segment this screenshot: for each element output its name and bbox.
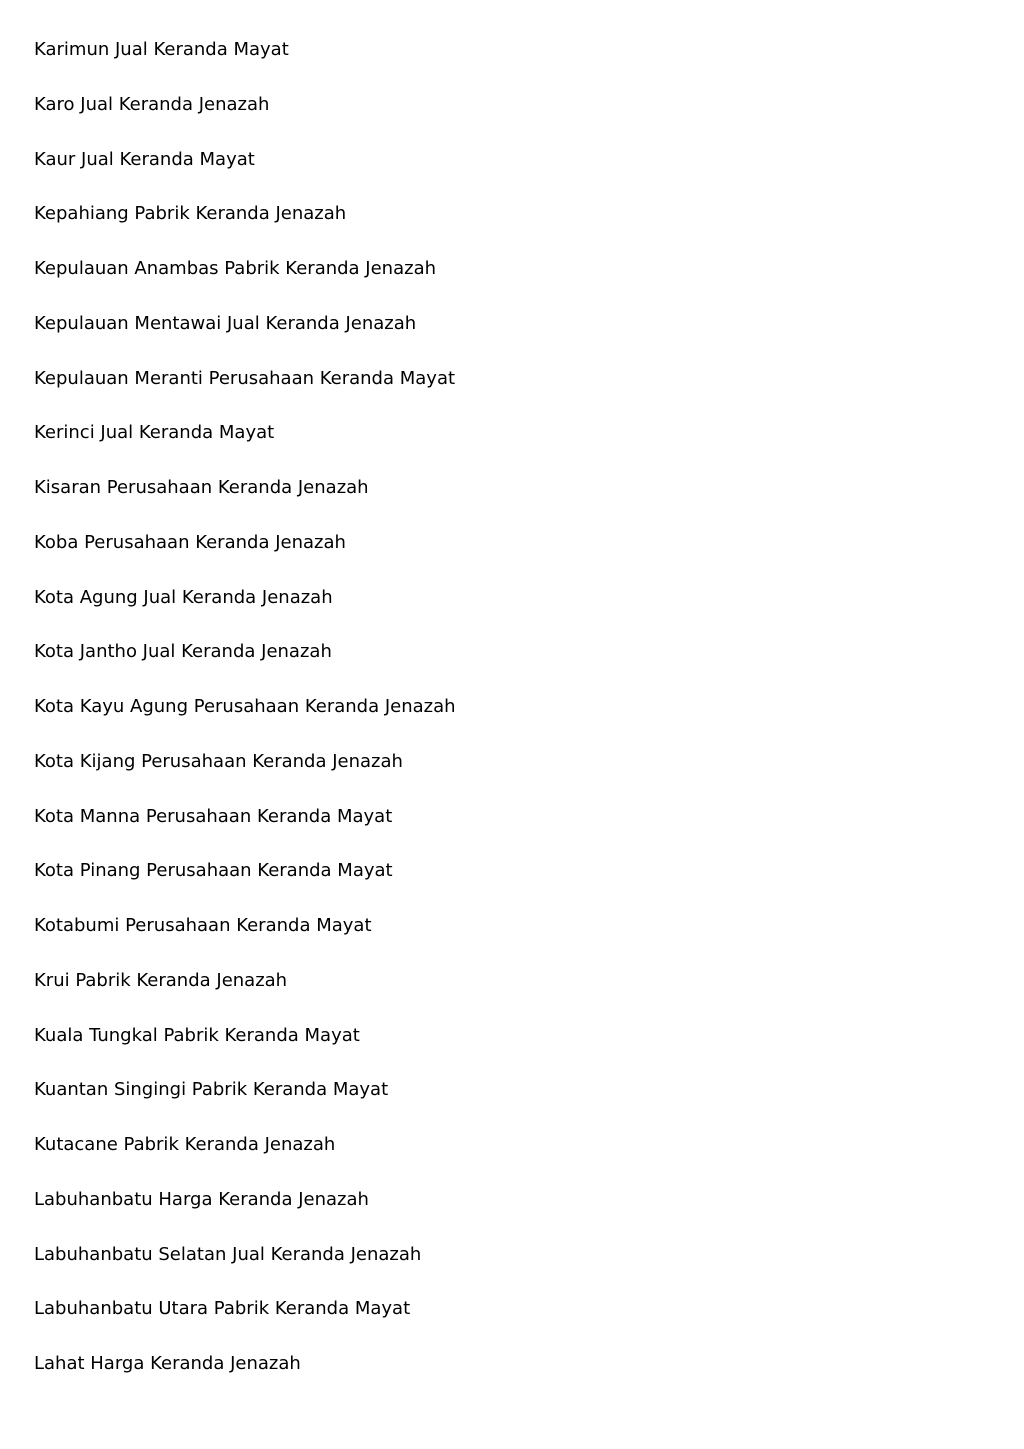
text-line: Kaur Jual Keranda Mayat xyxy=(34,148,255,170)
text-line: Krui Pabrik Keranda Jenazah xyxy=(34,969,288,991)
text-line: Kota Kijang Perusahaan Keranda Jenazah xyxy=(34,750,403,772)
text-line: Labuhanbatu Harga Keranda Jenazah xyxy=(34,1188,369,1210)
text-line: Labuhanbatu Utara Pabrik Keranda Mayat xyxy=(34,1298,411,1320)
text-line: Lahat Harga Keranda Jenazah xyxy=(34,1353,301,1374)
text-line: Karo Jual Keranda Jenazah xyxy=(34,93,270,115)
text-line: Kepulauan Meranti Perusahaan Keranda Mayat xyxy=(34,367,456,389)
text-line: Kepahiang Pabrik Keranda Jenazah xyxy=(34,203,347,225)
text-line: Kota Manna Perusahaan Keranda Mayat xyxy=(34,805,393,827)
text-line: Kotabumi Perusahaan Keranda Mayat xyxy=(34,915,372,936)
text-line: Kuantan Singingi Pabrik Keranda Mayat xyxy=(34,1079,389,1101)
text-line: Kota Pinang Perusahaan Keranda Mayat xyxy=(34,860,393,882)
text-line: Kuala Tungkal Pabrik Keranda Mayat xyxy=(34,1024,360,1046)
text-line: Karimun Jual Keranda Mayat xyxy=(34,39,289,60)
text-line: Kepulauan Anambas Pabrik Keranda Jenazah xyxy=(34,258,437,279)
text-line: Kisaran Perusahaan Keranda Jenazah xyxy=(34,477,369,498)
text-line: Kota Agung Jual Keranda Jenazah xyxy=(34,586,333,608)
text-line: Kerinci Jual Keranda Mayat xyxy=(34,422,275,444)
text-line: Kepulauan Mentawai Jual Keranda Jenazah xyxy=(34,312,417,334)
text-line: Kota Kayu Agung Perusahaan Keranda Jenazah xyxy=(34,696,456,717)
text-line-list xyxy=(34,37,456,1406)
text-line: Kutacane Pabrik Keranda Jenazah xyxy=(34,1134,336,1155)
text-line: Koba Perusahaan Keranda Jenazah xyxy=(34,531,346,553)
text-line: Kota Jantho Jual Keranda Jenazah xyxy=(34,641,332,663)
text-line: Labuhanbatu Selatan Jual Keranda Jenazah xyxy=(34,1243,422,1265)
